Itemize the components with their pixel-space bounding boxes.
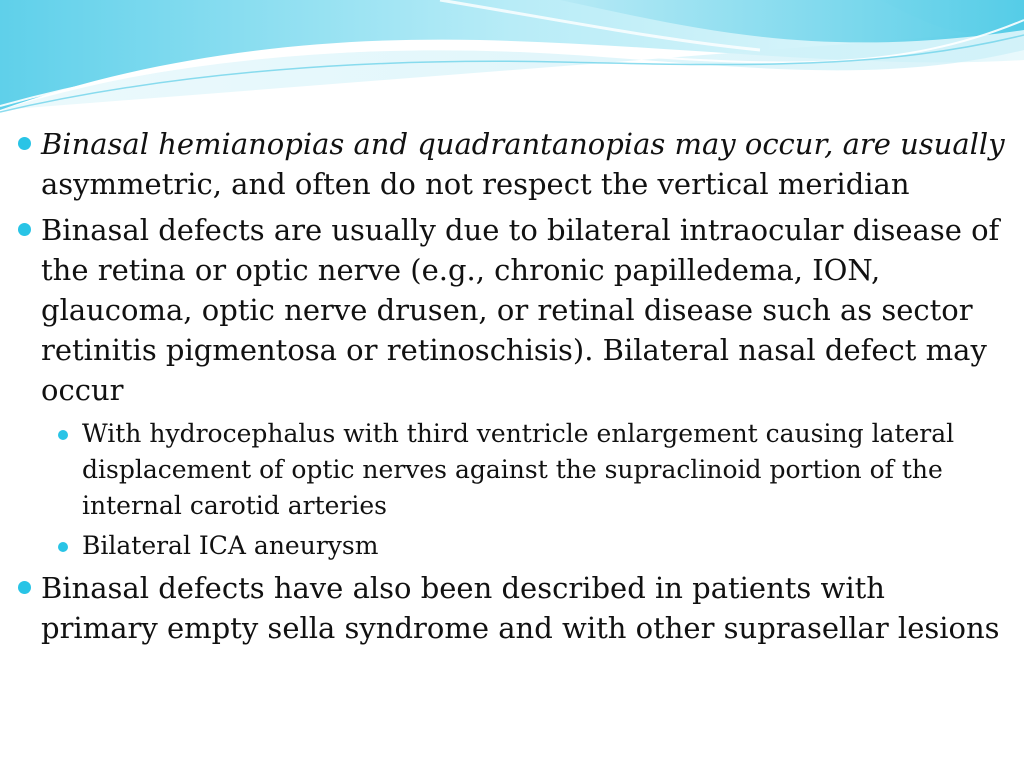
bullet-1-text: [41, 124, 1006, 204]
bullet-2: [18, 210, 1014, 410]
sub-bullet-1-text: With hydrocephalus with third ventricle enlargement causing lateral displacement of optic nerves against the supraclinoid portion of the internal carotid arteries: [82, 419, 955, 520]
bullet-dot-icon: [18, 581, 31, 594]
bullet-1: [18, 124, 1014, 204]
bullet-3-text: Binasal defects have also been described in patients with primary empty sella syndrome and with other suprasellar lesions: [41, 571, 1000, 645]
header-wave-decoration: [0, 0, 1024, 130]
sub-bullet-2-text: Bilateral ICA aneurysm: [82, 531, 379, 560]
slide-body: [18, 124, 1014, 654]
sub-bullet-2: [58, 528, 1014, 564]
bullet-dot-icon: [18, 137, 31, 150]
bullet-3: [18, 568, 1014, 648]
bullet-2-text: Binasal defects are usually due to bilateral intraocular disease of the retina or optic nerve (e.g., chronic papilledema, ION, glaucoma, optic nerve drusen, or retinal disease such as sector retinitis pigmentosa or retinoschisis). Bilateral nasal defect may occur: [41, 213, 1000, 407]
bullet-dot-icon: [58, 542, 68, 552]
bullet-dot-icon: [18, 223, 31, 236]
bullet-1-italic: Binasal hemianopias and quadrantanopias may occur, are usually: [41, 127, 1005, 161]
bullet-dot-icon: [58, 430, 68, 440]
bullet-1-normal: asymmetric, and often do not respect the vertical meridian: [41, 167, 910, 201]
sub-bullet-1: [58, 416, 1014, 524]
